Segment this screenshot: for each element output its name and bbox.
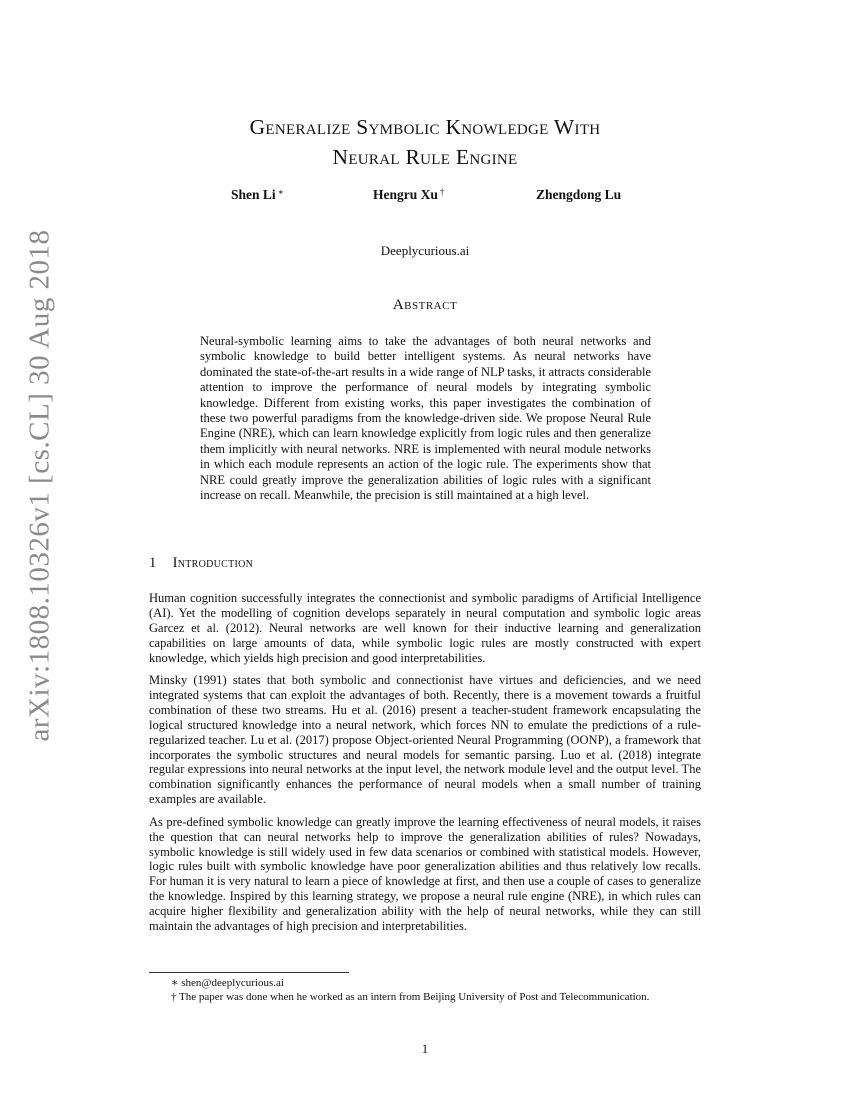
author-name: Hengru Xu	[373, 187, 438, 202]
author-2	[373, 187, 444, 203]
footnote: ∗ shen@deeplycurious.ai	[171, 977, 284, 989]
section-number: 1	[149, 555, 157, 571]
paragraph: Human cognition successfully integrates the connectionist and symbolic paradigms of Artificial Intelligence (AI). Yet the modelling of cognition develops separately in neural computation and symbolic logic areas Garcez et al. (2012). Neural networks are well known for their inductive learning and generalization capabilities on large amounts of data, while symbolic logic rules are mostly constructed with expert knowledge, which yields high precision and good interpretabilities.	[149, 591, 701, 665]
author-3	[536, 187, 621, 203]
footnote: † The paper was done when he worked as an intern from Beijing University of Post and Telecommunication.	[171, 990, 650, 1003]
paragraph: As pre-defined symbolic knowledge can greatly improve the learning effectiveness of neural models, it raises the question that can neural networks help to improve the generalization abilities of rules? Nowadays, symbolic knowledge is still widely used in few data scenarios or combined with statistical models. However, logic rules built with symbolic knowledge have poor generalization abilities and thus relatively low recalls. For human it is very natural to learn a piece of knowledge at first, and then use a couple of cases to generalize the knowledge. Inspired by this learning strategy, we propose a neural rule engine (NRE), in which rules can acquire higher flexibility and generalization ability with the help of neural networks, while they can still maintain the advantages of high precision and interpretabilities.	[149, 814, 701, 934]
author-mark: †	[439, 187, 445, 197]
footnote-rule	[149, 972, 349, 973]
footnotes	[149, 977, 701, 1004]
section-title: Introduction	[172, 555, 254, 571]
author-1	[231, 187, 284, 203]
abstract-text: Neural-symbolic learning aims to take the advantages of both neural networks and symbolic knowledge to build better intelligent systems. As neural networks have dominated the state-of-the-art results in a wide range of NLP tasks, it attracts considerable attention to improve the performance of neural models by integrating symbolic knowledge. Different from existing works, this paper investigates the combination of these two powerful paradigms from the knowledge-driven side. We propose Neural Rule Engine (NRE), which can learn knowledge explicitly from logic rules and then generalize them implicitly with neural networks. NRE is implemented with neural module networks in which each module represents an action of the logic rule. The experiments show that NRE could greatly improve the generalization abilities of logic rules with a significant increase on recall. Meanwhile, the precision is still maintained at a high level.	[200, 334, 651, 503]
arxiv-id: arXiv:1808.10326v1 [cs.CL] 30 Aug 2018	[23, 229, 56, 741]
title-line-2: Neural Rule Engine	[332, 145, 518, 169]
page-number: 1	[421, 1042, 429, 1056]
section-body	[149, 591, 701, 941]
arxiv-stamp	[20, 229, 60, 741]
author-name: Shen Li	[231, 187, 276, 202]
abstract-heading: Abstract	[392, 297, 458, 313]
author-name: Zhengdong Lu	[536, 187, 622, 202]
title-line-1: Generalize Symbolic Knowledge With	[249, 115, 601, 139]
affiliation: Deeplycurious.ai	[380, 243, 470, 258]
author-mark: ∗	[277, 187, 284, 197]
paper-title	[0, 112, 850, 172]
paragraph: Minsky (1991) states that both symbolic and connectionist have virtues and deficiencies, and we need integrated systems that can exploit the advantages of both. Recently, there is a movement towards a fruitful combination of these two streams. Hu et al. (2016) present a teacher-student framework encapsulating the logical structured knowledge into a neural network, which forces NN to emulate the predictions of a rule-regularized teacher. Lu et al. (2017) propose Object-oriented Neural Programming (OONP), a framework that incorporates the symbolic structures and neural models for semantic parsing. Luo et al. (2018) integrate regular expressions into neural networks at the input level, the network module level and the output level. The combination significantly enhances the performance of neural models when a small number of training examples are available.	[149, 673, 701, 807]
section-heading	[149, 555, 253, 572]
